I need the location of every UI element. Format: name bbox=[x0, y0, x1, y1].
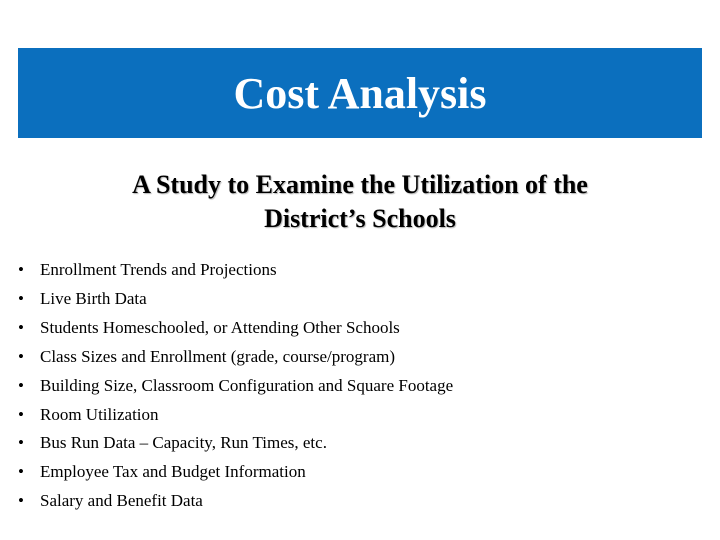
bullet-item bbox=[18, 256, 698, 285]
bullet-item bbox=[18, 487, 698, 516]
bullet-icon: • bbox=[18, 317, 24, 337]
bullet-icon: • bbox=[18, 433, 24, 453]
bullet-item bbox=[18, 343, 698, 372]
bullet-item bbox=[18, 401, 698, 430]
bullet-label: Live Birth Data bbox=[40, 288, 147, 308]
bullet-icon: • bbox=[18, 346, 24, 366]
bullet-label: Salary and Benefit Data bbox=[40, 491, 203, 511]
bullet-label: Bus Run Data – Capacity, Run Times, etc. bbox=[40, 433, 327, 453]
bullet-label: Students Homeschooled, or Attending Other Schools bbox=[40, 317, 400, 337]
bullet-item bbox=[18, 285, 698, 314]
bullet-list bbox=[18, 256, 698, 516]
bullet-label: Enrollment Trends and Projections bbox=[40, 260, 277, 279]
bullet-item bbox=[18, 314, 698, 343]
subtitle-line-2: District’s Schools bbox=[264, 204, 456, 233]
bullet-icon: • bbox=[18, 375, 24, 395]
bullet-label: Class Sizes and Enrollment (grade, course/program) bbox=[40, 346, 396, 366]
bullet-icon: • bbox=[18, 491, 24, 511]
bullet-icon: • bbox=[18, 288, 24, 308]
bullet-label: Employee Tax and Budget Information bbox=[40, 462, 306, 482]
slide-subtitle bbox=[0, 168, 720, 236]
title-banner bbox=[18, 48, 702, 138]
bullet-icon: • bbox=[18, 462, 24, 482]
bullet-icon: • bbox=[18, 404, 24, 424]
bullet-label: Building Size, Classroom Configuration and Square Footage bbox=[40, 375, 454, 395]
bullet-label: Room Utilization bbox=[40, 404, 159, 424]
subtitle-line-1: A Study to Examine the Utilization of the bbox=[132, 170, 588, 199]
bullet-item bbox=[18, 458, 698, 487]
bullet-item bbox=[18, 429, 698, 458]
bullet-icon: • bbox=[18, 260, 24, 279]
slide-title: Cost Analysis bbox=[233, 68, 487, 118]
bullet-item bbox=[18, 372, 698, 401]
